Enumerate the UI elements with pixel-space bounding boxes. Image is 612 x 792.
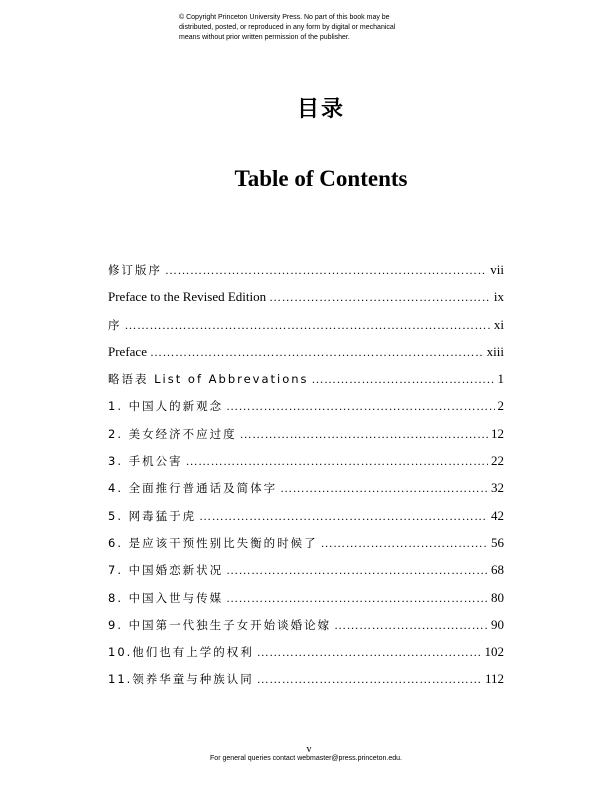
copyright-line: distributed, posted, or reproduced in any form by digital or mechanical [179,24,396,31]
toc-entry [108,453,504,480]
toc-entry-label: 1. 中国人的新观念 [108,399,224,414]
toc-entry-page: 2 [497,398,504,414]
dot-leader [226,563,488,578]
toc-entry-label: 5. 网毒猛于虎 [108,508,197,523]
toc-entry-page: 56 [491,534,504,550]
toc-entry [108,371,504,398]
toc-entry-page: 80 [491,589,504,605]
page-title-chinese: 目录 [296,97,345,122]
toc-entry-page: xi [493,316,504,332]
dot-leader [199,509,488,524]
toc-entry-label: 3. 手机公害 [108,454,183,469]
dot-leader [150,345,484,360]
toc-entry [108,535,504,562]
toc-entry [108,426,504,453]
toc-entry-page: 42 [491,507,504,523]
dot-leader [165,263,487,278]
toc-entry-label: 9. 中国第一代独生子女开始谈婚论嫁 [108,617,332,632]
toc-entry [108,590,504,617]
toc-entry-label: 10.他们也有上学的权利 [108,645,254,660]
toc-entry-label: 7. 中国婚恋新状况 [108,563,224,578]
toc-entry [108,671,504,698]
toc-entry [108,317,504,344]
toc-entry-page: 32 [491,480,504,496]
toc-entry-page: 102 [484,644,504,660]
toc-entry [108,617,504,644]
dot-leader [226,591,488,606]
toc-entry-page: 12 [491,425,504,441]
toc-entry [108,644,504,671]
dot-leader [257,672,482,687]
toc-entry-label: Preface to the Revised Edition [108,289,267,305]
dot-leader [334,618,488,633]
toc-entry-label: 6. 是应该干预性别比失衡的时候了 [108,535,318,550]
toc-entry [108,262,504,289]
toc-entry-label: 序 [108,317,122,332]
page-number: v [306,744,312,755]
toc-entry-page: 112 [484,671,504,687]
toc-entry-label: 修订版序 [108,263,162,277]
dot-leader [125,318,491,333]
toc-entry [108,289,504,316]
page-title: Table of Contents [234,166,408,191]
toc-entry-label: 8. 中国入世与传媒 [108,590,224,605]
footer-contact: For general queries contact webmaster@press.princeton.edu. [210,755,402,762]
toc-entry-page: vii [490,262,504,277]
dot-leader [186,454,488,469]
toc-entry-page: 90 [491,616,504,632]
dot-leader [321,536,488,551]
dot-leader [240,427,488,442]
toc-entry [108,398,504,425]
toc-entry-page: 1 [497,371,504,387]
toc-entry-page: 22 [491,453,504,469]
toc-entry-label: 4. 全面推行普通话及简体字 [108,481,278,496]
copyright-line: © Copyright Princeton University Press. No part of this book may be [179,14,390,21]
copyright-line: means without prior written permission of the publisher. [179,34,350,41]
toc-entry-page: xiii [486,343,504,359]
dot-leader [280,481,488,496]
toc-entry [108,344,504,371]
toc-entry [108,562,504,589]
toc-entry [108,508,504,535]
toc-entry-label: Preface [108,343,147,359]
toc-entry-label: 略语表 List of Abbrevations [108,372,309,387]
toc-entry-page: ix [493,289,504,305]
dot-leader [257,645,482,660]
dot-leader [269,290,491,305]
toc-entry-label: 11.领养华童与种族认同 [108,672,254,687]
toc-entry-label: 2. 美女经济不应过度 [108,426,237,441]
toc-entry-page: 68 [491,562,504,578]
copyright-notice [179,13,439,43]
toc-entry [108,480,504,507]
table-of-contents [108,262,504,699]
dot-leader [226,399,494,414]
dot-leader [312,372,495,387]
